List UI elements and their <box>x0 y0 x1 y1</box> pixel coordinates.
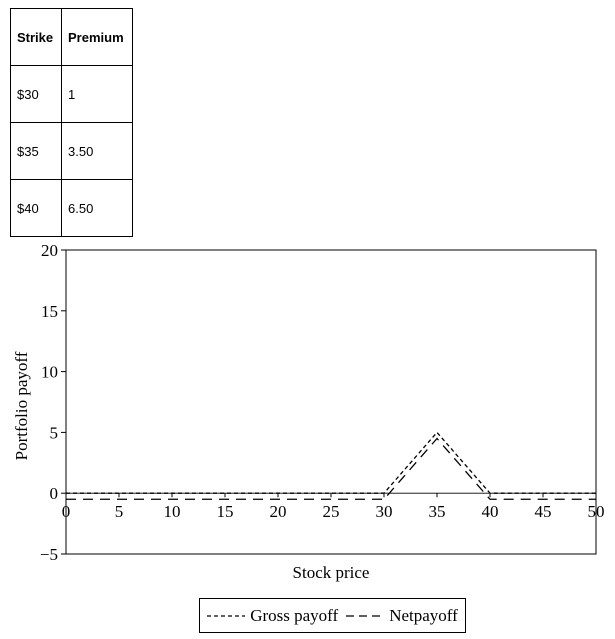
x-tick-label: 30 <box>375 502 393 522</box>
y-tick-label: 15 <box>41 301 58 321</box>
x-tick-label: 15 <box>216 502 234 522</box>
table-cell-strike: $35 <box>11 123 62 180</box>
legend-item-net <box>346 606 458 626</box>
x-tick-label: 20 <box>269 502 287 522</box>
series-gross-payoff-line <box>66 432 596 493</box>
x-tick-label: 40 <box>481 502 499 522</box>
x-axis-label: Stock price <box>292 563 370 582</box>
x-tick-label: 5 <box>114 502 124 522</box>
y-tick-label: 20 <box>41 241 58 260</box>
y-tick-label: 5 <box>49 423 58 443</box>
table-cell-premium: 3.50 <box>62 123 133 180</box>
x-tick-label: 10 <box>163 502 181 522</box>
x-tick-label: 35 <box>428 502 446 522</box>
chart-legend <box>199 598 466 633</box>
legend-label-gross: Gross payoff <box>250 605 339 625</box>
table-cell-strike: $30 <box>11 66 62 123</box>
x-tick-label: 25 <box>322 502 340 522</box>
series-net-payoff-line <box>66 438 596 499</box>
table-cell-premium: 6.50 <box>62 180 133 237</box>
y-tick-label: 0 <box>49 484 58 504</box>
legend-label-net: Netpayoff <box>389 605 458 625</box>
table-header-premium: Premium <box>62 9 133 66</box>
y-tick-label: 10 <box>41 362 58 382</box>
table-header-strike: Strike <box>11 9 62 66</box>
x-tick-label: 0 <box>61 502 71 522</box>
table-cell-strike: $40 <box>11 180 62 237</box>
y-axis-label: Portfolio payoff <box>12 351 31 461</box>
y-tick-label: −5 <box>39 545 58 564</box>
legend-swatch-dotted <box>207 613 245 619</box>
x-tick-label: 45 <box>534 502 552 522</box>
table-cell-premium: 1 <box>62 66 133 123</box>
x-tick-label: 50 <box>587 502 605 522</box>
legend-item-gross <box>207 606 338 626</box>
legend-swatch-dashed <box>346 613 384 619</box>
